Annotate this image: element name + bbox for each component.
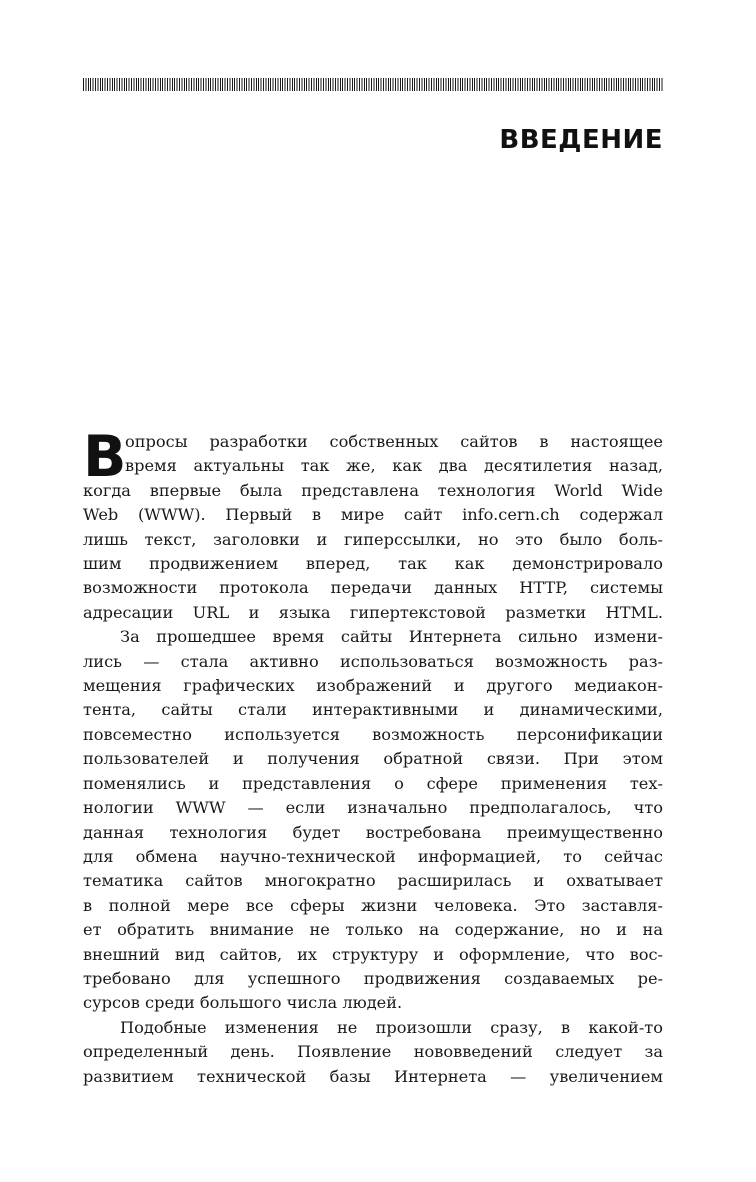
text-line: сурсов среди большого числа людей. [83, 993, 403, 1013]
text-line: нологии WWW — если изначально предполагалось, что [83, 798, 663, 818]
text-line: внешний вид сайтов, их структуру и оформление, что вос- [83, 944, 663, 964]
text-line: За прошедшее время сайты Интернета сильно измени- [120, 627, 663, 647]
text-line: тента, сайты стали интерактивными и динамическими, [83, 700, 663, 720]
paragraph-1 [83, 424, 663, 625]
text-line: развитием технической базы Интернета — увеличением [83, 1066, 663, 1086]
decorative-hatched-rule [83, 78, 663, 91]
text-line: Подобные изменения не произошли сразу, в какой-то [120, 1017, 663, 1037]
text-line: повсеместно используется возможность персонификации [83, 724, 663, 744]
text-line: ет обратить внимание не только на содержание, но и на [83, 920, 663, 940]
text-line: адресации URL и языка гипертекстовой разметки HTML. [83, 602, 663, 622]
body-text [83, 424, 663, 1089]
chapter-title: ВВЕДЕНИЕ [499, 125, 663, 155]
text-line: данная технология будет востребована преимущественно [83, 822, 663, 842]
text-line: возможности протокола передачи данных HTTP, системы [83, 578, 663, 598]
text-line: время актуальны так же, как два десятилетия назад, [125, 456, 663, 476]
text-line: пользователей и получения обратной связи. При этом [83, 749, 663, 769]
paragraph-3 [83, 1016, 663, 1089]
drop-cap: В [83, 424, 127, 490]
text-line: Web (WWW). Первый в мире сайт info.cern.ch содержал [83, 505, 663, 525]
text-line: требовано для успешного продвижения создаваемых ре- [83, 968, 663, 988]
text-line: мещения графических изображений и другого медиакон- [83, 676, 663, 696]
text-line: тематика сайтов многократно расширилась и охватывает [83, 871, 663, 891]
paragraph-2 [83, 625, 663, 1016]
text-line: шим продвижением вперед, так как демонстрировало [83, 554, 663, 574]
text-line: лишь текст, заголовки и гиперссылки, но это было боль- [83, 529, 663, 549]
text-line: для обмена научно-технической информацией, то сейчас [83, 846, 663, 866]
text-line: опросы разработки собственных сайтов в настоящее [125, 432, 663, 451]
text-line: определенный день. Появление нововведений следует за [83, 1042, 663, 1062]
text-line: в полной мере все сферы жизни человека. Это заставля- [83, 895, 663, 915]
text-line: когда впервые была представлена технология World Wide [83, 480, 663, 500]
text-line: лись — стала активно использоваться возможность раз- [83, 651, 663, 671]
text-line: поменялись и представления о сфере применения тех- [83, 773, 663, 793]
